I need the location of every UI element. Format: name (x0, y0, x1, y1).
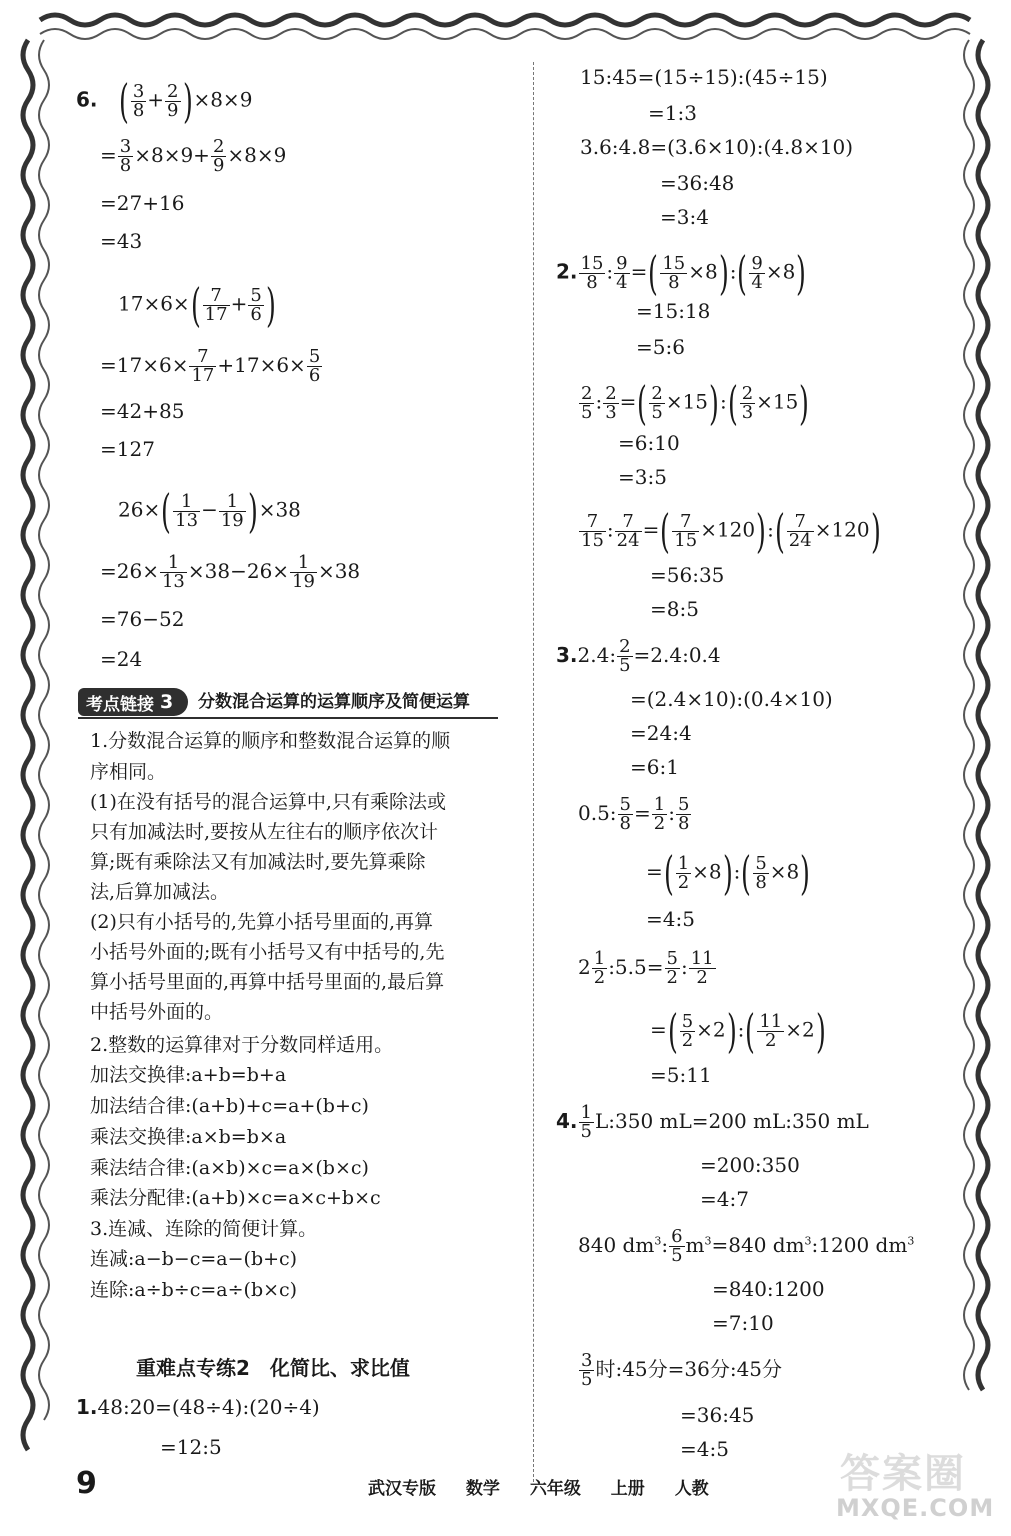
note-line: 连除:a÷b÷c=a÷(b×c) (90, 1279, 298, 1301)
watermark-url: MXQE.COM (836, 1494, 995, 1522)
q3-line-4: =6:1 (630, 755, 679, 779)
page-number: 9 (76, 1466, 97, 1501)
problem-6-line-4: =43 (100, 229, 143, 253)
fraction: $\frac{1}{19}$ (220, 490, 244, 531)
fraction: $\frac{7}{17}$ (204, 284, 228, 325)
q2-line-6: =3:5 (618, 465, 667, 489)
watermark-text: 答案圈 (840, 1451, 966, 1497)
q4-line-7: $\frac{3}{5}$ 时:45分=36分:45分 (581, 1350, 783, 1390)
q4-line-1: 4. $\frac{1}{5}$ L:350 mL=200 mL:350 mL (556, 1102, 869, 1142)
footer-publisher: 人教 (674, 1479, 709, 1499)
q1-line-2: =12:5 (160, 1435, 222, 1459)
q3-line-3: =24:4 (630, 721, 692, 745)
fraction: $\frac{1}{13}$ (175, 490, 199, 531)
note-line: 中括号外面的。 (90, 1001, 224, 1023)
q1-line-6: =36:48 (660, 171, 735, 195)
q4-line-3: =4:7 (700, 1187, 749, 1211)
fraction: $\frac{7}{17}$ (191, 346, 215, 386)
note-line: (1)在没有括号的混合运算中,只有乘除法或 (90, 791, 446, 813)
q3-line-10: =5:11 (650, 1063, 712, 1087)
problem-6b-line-3: =42+85 (100, 399, 185, 423)
note-line: 算小括号里面的,再算中括号里面的,最后算 (90, 971, 445, 993)
note-line: 3.连减、连除的简便计算。 (90, 1218, 318, 1240)
note-line: 加法结合律:(a+b)+c=a+(b+c) (90, 1095, 369, 1117)
fraction: $\frac{1}{13}$ (161, 552, 185, 592)
q2-line-2: =15:18 (636, 299, 711, 323)
note-line: 加法交换律:a+b=b+a (90, 1064, 287, 1086)
problem-6c-line-1: 26×( $\frac{1}{13}$ − $\frac{1}{19}$ )×38 (118, 484, 301, 538)
problem-6b-line-4: =127 (100, 437, 155, 461)
q4-line-2: =200:350 (700, 1153, 800, 1177)
kaodian-title: 分数混合运算的运算顺序及简便运算 (198, 692, 470, 712)
q1-line-7: =3:4 (660, 205, 709, 229)
kaodian-underline (78, 717, 498, 719)
column-divider (533, 62, 534, 1482)
footer-volume: 上册 (610, 1479, 645, 1499)
q3-line-1: 3.2.4: $\frac{2}{5}$ =2.4:0.4 (556, 636, 721, 676)
fraction: $\frac{5}{6}$ (250, 284, 262, 325)
q3-line-9: =( $\frac{5}{2}$ ×2):( $\frac{11}{2}$ ×2) (650, 1004, 826, 1058)
watermark-logo (830, 1440, 1000, 1530)
q3-line-6: =( $\frac{1}{2}$ ×8):( $\frac{5}{8}$ ×8) (646, 846, 811, 900)
q3-line-7: =4:5 (646, 907, 695, 931)
problem-6c-line-4: =24 (100, 647, 143, 671)
footer-edition: 武汉专版 (368, 1479, 436, 1499)
q3-line-8: 2 $\frac{1}{2}$ :5.5= $\frac{5}{2}$ : $\frac{11}{2}$ (578, 948, 714, 988)
note-line: 序相同。 (90, 761, 167, 783)
q3-line-5: 0.5: $\frac{5}{8}$ = $\frac{1}{2}$ : $\frac{5}{8}$ (578, 794, 690, 834)
problem-6b-line-1: 17×6×( $\frac{7}{17}$ + $\frac{5}{6}$ ) (118, 278, 276, 332)
q4-line-8: =36:45 (680, 1403, 755, 1427)
q2-line-1: 2. $\frac{15}{8}$ : $\frac{9}{4}$ =( $\frac{15}{8}$ ×8):( $\frac{9}{4}$ ×8) (556, 246, 807, 300)
q4-line-5: =840:1200 (712, 1277, 825, 1301)
q4-line-6: =7:10 (712, 1311, 774, 1335)
kaodian-badge: 考点链接 3 (78, 688, 188, 716)
fraction: $\frac{2}{9}$ (167, 80, 179, 121)
q2-line-9: =8:5 (650, 597, 699, 621)
problem-6-line-3: =27+16 (100, 191, 185, 215)
problem-6c-line-3: =76−52 (100, 607, 185, 631)
note-line: (2)只有小括号的,先算小括号里面的,再算 (90, 911, 433, 933)
section-title: 重难点专练2 化简比、求比值 (136, 1356, 410, 1380)
q1-line-4: =1:3 (648, 101, 697, 125)
problem-number: 6. (76, 87, 98, 112)
fraction: $\frac{5}{6}$ (308, 346, 321, 386)
note-line: 算;既有乘除法又有加减法时,要先算乘除 (90, 851, 426, 873)
q2-line-5: =6:10 (618, 431, 680, 455)
problem-6-line-1: 6. ( $\frac{3}{8}$ + $\frac{2}{9}$ )×8×9 (76, 74, 253, 128)
note-line: 乘法交换律:a×b=b×a (90, 1126, 287, 1148)
problem-6c-line-2: =26× $\frac{1}{13}$ ×38−26× $\frac{1}{19}$ ×38 (100, 552, 361, 592)
note-line: 乘法结合律:(a×b)×c=a×(b×c) (90, 1157, 369, 1179)
note-line: 2.整数的运算律对于分数同样适用。 (90, 1034, 394, 1056)
fraction: $\frac{3}{8}$ (119, 136, 132, 176)
footer-subject: 数学 (465, 1479, 500, 1499)
fraction: $\frac{1}{19}$ (292, 552, 315, 592)
q2-line-4: $\frac{2}{5}$ : $\frac{2}{3}$ =( $\frac{2}{5}$ ×15):( $\frac{2}{3}$ ×15) (581, 376, 810, 430)
q2-line-3: =5:6 (636, 335, 685, 359)
note-line: 连减:a−b−c=a−(b+c) (90, 1248, 298, 1270)
note-line: 法,后算加减法。 (90, 881, 230, 903)
q4-line-4: 840 $dm^3$: $\frac{6}{5}$ $m^3=840$ $dm^3:1200$ $dm^3$ (578, 1226, 915, 1266)
fraction: $\frac{2}{9}$ (212, 136, 225, 176)
fraction: $\frac{3}{8}$ (132, 80, 145, 121)
problem-6b-line-2: =17×6× $\frac{7}{17}$ +17×6× $\frac{5}{6}$ (100, 346, 321, 386)
q1-line-1: 1.48:20=(48÷4):(20÷4) (76, 1395, 320, 1419)
q1-line-5: 3.6:4.8=(3.6×10):(4.8×10) (580, 135, 854, 159)
problem-6-line-2: = $\frac{3}{8}$ ×8×9+ $\frac{2}{9}$ ×8×9 (100, 136, 287, 176)
note-line: 乘法分配律:(a+b)×c=a×c+b×c (90, 1187, 381, 1209)
note-line: 只有加减法时,要按从左往右的顺序依次计 (90, 821, 439, 843)
q1-line-3: 15:45=(15÷15):(45÷15) (580, 65, 828, 89)
q2-line-8: =56:35 (650, 563, 725, 587)
note-line: 1.分数混合运算的顺序和整数混合运算的顺 (90, 730, 451, 752)
footer-grade: 六年级 (529, 1479, 581, 1499)
footer-info (368, 1474, 733, 1499)
q4-line-9: =4:5 (680, 1437, 729, 1461)
note-line: 小括号外面的;既有小括号又有中括号的,先 (90, 941, 445, 963)
q3-line-2: =(2.4×10):(0.4×10) (630, 687, 833, 711)
q2-line-7: $\frac{7}{15}$ : $\frac{7}{24}$ =( $\frac{7}{15}$ ×120):( $\frac{7}{24}$ ×120) (581, 504, 881, 558)
